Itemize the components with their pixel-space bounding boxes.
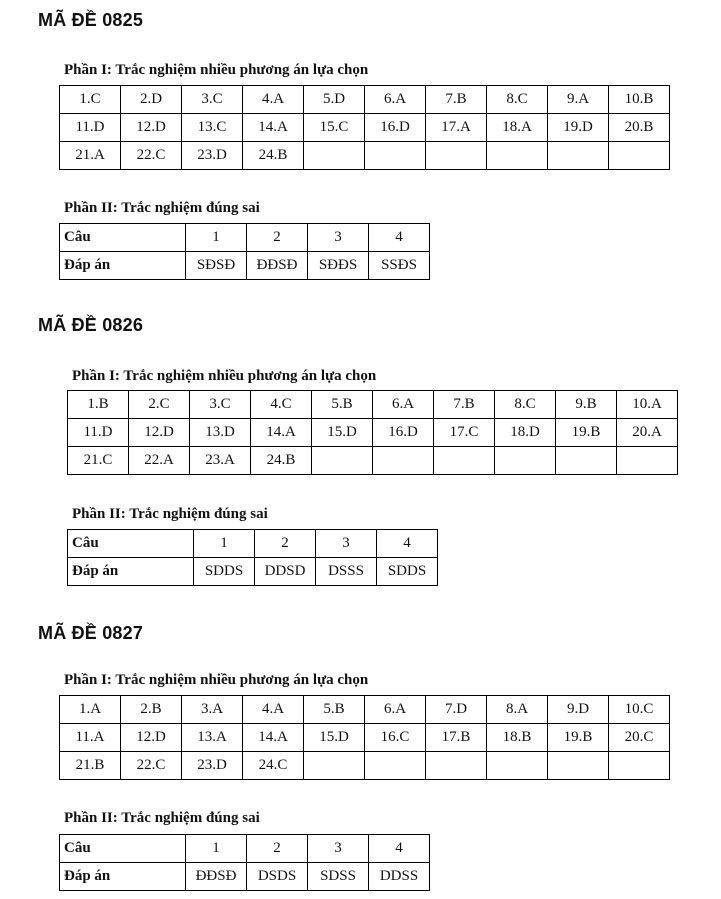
- answer-cell: 11.D: [60, 114, 121, 142]
- true-false-answer: SDDS: [194, 558, 255, 586]
- answer-cell: [609, 142, 670, 170]
- answer-cell: 9.A: [548, 86, 609, 114]
- true-false-answer: ĐĐSĐ: [247, 252, 308, 280]
- answer-cell: 6.A: [365, 696, 426, 724]
- question-number: 4: [377, 530, 438, 558]
- true-false-answer: SSĐS: [369, 252, 430, 280]
- part1-answer-table: [59, 695, 670, 780]
- answer-cell: 20.C: [609, 724, 670, 752]
- question-number: 1: [186, 224, 247, 252]
- true-false-answer: DSSS: [316, 558, 377, 586]
- table-row: [68, 558, 438, 586]
- question-number: 1: [186, 835, 247, 863]
- answer-cell: [426, 752, 487, 780]
- answer-cell: 23.A: [190, 447, 251, 475]
- answer-cell: 24.B: [243, 142, 304, 170]
- question-number: 3: [308, 224, 369, 252]
- part1-title: Phần I: Trắc nghiệm nhiều phương án lựa chọn: [64, 672, 369, 688]
- answer-cell: 11.D: [68, 419, 129, 447]
- true-false-answer: DDSD: [255, 558, 316, 586]
- answer-cell: 13.C: [182, 114, 243, 142]
- answer-cell: 8.C: [495, 391, 556, 419]
- answer-cell: [495, 447, 556, 475]
- part2-title: Phần II: Trắc nghiệm đúng sai: [64, 200, 260, 216]
- answer-cell: [548, 752, 609, 780]
- answer-cell: 12.D: [121, 114, 182, 142]
- part2-title: Phần II: Trắc nghiệm đúng sai: [64, 810, 260, 826]
- answer-cell: 21.B: [60, 752, 121, 780]
- answer-cell: 17.C: [434, 419, 495, 447]
- answer-cell: 11.A: [60, 724, 121, 752]
- answer-cell: 6.A: [365, 86, 426, 114]
- answer-cell: 4.C: [251, 391, 312, 419]
- question-number: 2: [247, 224, 308, 252]
- true-false-answer: SDDS: [377, 558, 438, 586]
- answer-cell: 14.A: [251, 419, 312, 447]
- true-false-answer: DSDS: [247, 863, 308, 891]
- answer-cell: 24.B: [251, 447, 312, 475]
- table-row: [60, 724, 670, 752]
- question-number: 2: [247, 835, 308, 863]
- answer-cell: 22.C: [121, 142, 182, 170]
- answer-cell: 17.A: [426, 114, 487, 142]
- answer-cell: 4.A: [243, 696, 304, 724]
- answer-cell: 8.A: [487, 696, 548, 724]
- part2-answer-table: [67, 529, 438, 586]
- answer-cell: 9.B: [556, 391, 617, 419]
- answer-cell: 2.D: [121, 86, 182, 114]
- answer-cell: 22.C: [121, 752, 182, 780]
- exam-code-title: MÃ ĐỀ 0826: [38, 315, 144, 335]
- table-row: [60, 86, 670, 114]
- table-row: [60, 835, 430, 863]
- table-row: [60, 863, 430, 891]
- answer-cell: 22.A: [129, 447, 190, 475]
- answer-cell: 19.D: [548, 114, 609, 142]
- part1-title: Phần I: Trắc nghiệm nhiều phương án lựa chọn: [64, 62, 369, 78]
- answer-cell: 10.C: [609, 696, 670, 724]
- true-false-answer: SĐSĐ: [186, 252, 247, 280]
- table-row: [68, 530, 438, 558]
- question-header-label: Câu: [60, 224, 186, 252]
- answer-cell: 19.B: [548, 724, 609, 752]
- answer-cell: 13.A: [182, 724, 243, 752]
- answer-cell: 16.D: [373, 419, 434, 447]
- answer-cell: 7.D: [426, 696, 487, 724]
- answer-cell: 13.D: [190, 419, 251, 447]
- part1-answer-table: [59, 85, 670, 170]
- table-row: [60, 114, 670, 142]
- table-row: [60, 252, 430, 280]
- question-number: 1: [194, 530, 255, 558]
- answer-cell: 10.B: [609, 86, 670, 114]
- answer-cell: 15.D: [312, 419, 373, 447]
- table-row: [60, 224, 430, 252]
- answer-cell: 18.A: [487, 114, 548, 142]
- answer-cell: [487, 752, 548, 780]
- answer-cell: 7.B: [434, 391, 495, 419]
- question-header-label: Câu: [60, 835, 186, 863]
- answer-cell: 15.C: [304, 114, 365, 142]
- question-number: 4: [369, 835, 430, 863]
- answer-cell: [304, 142, 365, 170]
- part2-answer-table: [59, 834, 430, 891]
- answer-cell: 1.C: [60, 86, 121, 114]
- true-false-answer: SDSS: [308, 863, 369, 891]
- exam-code-title: MÃ ĐỀ 0827: [38, 623, 144, 643]
- answer-cell: [556, 447, 617, 475]
- answer-cell: [617, 447, 678, 475]
- answer-cell: 3.C: [190, 391, 251, 419]
- answer-cell: [487, 142, 548, 170]
- answer-cell: 12.D: [121, 724, 182, 752]
- answer-cell: 23.D: [182, 142, 243, 170]
- answer-cell: 8.C: [487, 86, 548, 114]
- part2-title: Phần II: Trắc nghiệm đúng sai: [72, 506, 268, 522]
- table-row: [68, 447, 678, 475]
- answer-cell: [609, 752, 670, 780]
- answer-cell: 17.B: [426, 724, 487, 752]
- exam-code-title: MÃ ĐỀ 0825: [38, 10, 144, 30]
- answer-cell: [365, 142, 426, 170]
- question-header-label: Câu: [68, 530, 194, 558]
- answer-cell: 18.B: [487, 724, 548, 752]
- answer-cell: 6.A: [373, 391, 434, 419]
- answer-cell: 4.A: [243, 86, 304, 114]
- answer-cell: 10.A: [617, 391, 678, 419]
- table-row: [68, 391, 678, 419]
- answer-cell: [548, 142, 609, 170]
- answer-cell: [312, 447, 373, 475]
- answer-cell: 12.D: [129, 419, 190, 447]
- answer-header-label: Đáp án: [68, 558, 194, 586]
- answer-cell: 20.A: [617, 419, 678, 447]
- answer-cell: [426, 142, 487, 170]
- answer-cell: [373, 447, 434, 475]
- answer-cell: 3.A: [182, 696, 243, 724]
- answer-cell: 5.B: [312, 391, 373, 419]
- answer-cell: 3.C: [182, 86, 243, 114]
- question-number: 3: [308, 835, 369, 863]
- answer-cell: 24.C: [243, 752, 304, 780]
- question-number: 2: [255, 530, 316, 558]
- answer-cell: [304, 752, 365, 780]
- answer-cell: 5.D: [304, 86, 365, 114]
- answer-cell: 14.A: [243, 114, 304, 142]
- table-row: [60, 142, 670, 170]
- question-number: 4: [369, 224, 430, 252]
- answer-cell: 7.B: [426, 86, 487, 114]
- table-row: [60, 696, 670, 724]
- answer-cell: 1.B: [68, 391, 129, 419]
- part2-answer-table: [59, 223, 430, 280]
- answer-cell: 21.C: [68, 447, 129, 475]
- true-false-answer: ĐĐSĐ: [186, 863, 247, 891]
- answer-cell: 18.D: [495, 419, 556, 447]
- answer-cell: 14.A: [243, 724, 304, 752]
- true-false-answer: DDSS: [369, 863, 430, 891]
- answer-cell: 1.A: [60, 696, 121, 724]
- answer-cell: 23.D: [182, 752, 243, 780]
- answer-cell: 20.B: [609, 114, 670, 142]
- answer-cell: 9.D: [548, 696, 609, 724]
- table-row: [60, 752, 670, 780]
- question-number: 3: [316, 530, 377, 558]
- answer-cell: 19.B: [556, 419, 617, 447]
- part1-answer-table: [67, 390, 678, 475]
- true-false-answer: SĐĐS: [308, 252, 369, 280]
- answer-cell: 2.B: [121, 696, 182, 724]
- answer-cell: [365, 752, 426, 780]
- answer-cell: 16.D: [365, 114, 426, 142]
- answer-cell: 15.D: [304, 724, 365, 752]
- answer-cell: 16.C: [365, 724, 426, 752]
- answer-header-label: Đáp án: [60, 252, 186, 280]
- table-row: [68, 419, 678, 447]
- answer-cell: 5.B: [304, 696, 365, 724]
- part1-title: Phần I: Trắc nghiệm nhiều phương án lựa chọn: [72, 368, 377, 384]
- answer-cell: 2.C: [129, 391, 190, 419]
- answer-header-label: Đáp án: [60, 863, 186, 891]
- answer-cell: 21.A: [60, 142, 121, 170]
- answer-cell: [434, 447, 495, 475]
